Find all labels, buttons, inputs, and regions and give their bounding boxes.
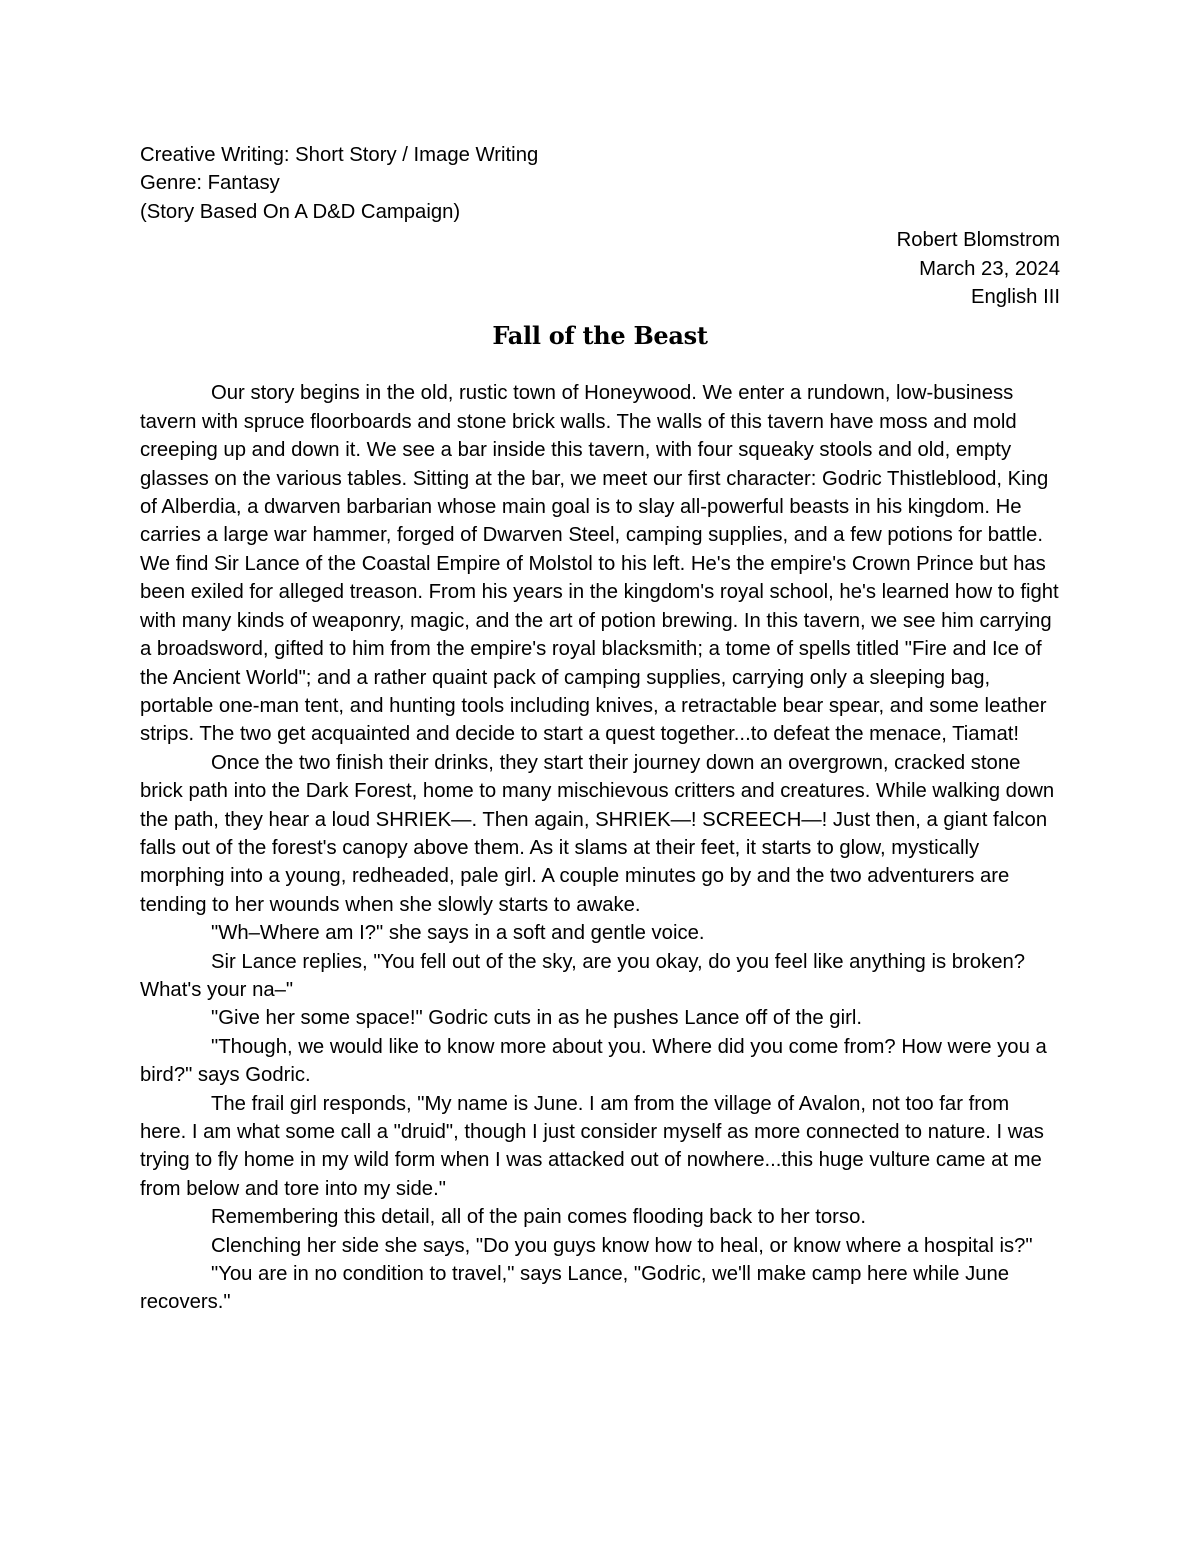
paragraph: "Give her some space!" Godric cuts in as he pushes Lance off of the girl. bbox=[211, 1007, 862, 1030]
paragraph: "You are in no condition to travel," says Lance, "Godric, we'll make camp here while June recovers." bbox=[140, 1263, 1010, 1314]
author-block bbox=[140, 226, 1060, 311]
paragraph: Once the two finish their drinks, they start their journey down an overgrown, cracked stone brick path into the Dark Forest, home to many mischievous critters and creatures. While walking down the path, they hear a loud SHRIEK—. Then again, SHRIEK—! SCREECH—! Just then, a giant falcon falls out of the forest's canopy above them. As it slams at their feet, it starts to glow, mystically morphing into a young, redheaded, pale girl. A couple minutes go by and the two adventurers are tending to her wounds when she slowly starts to awake. bbox=[140, 751, 1055, 916]
paragraph: "Though, we would like to know more about you. Where did you come from? How were you a bird?" says Godric. bbox=[140, 1035, 1047, 1087]
genre-line: Genre: Fantasy bbox=[140, 172, 280, 195]
story-title: Fall of the Beast bbox=[492, 321, 708, 351]
paragraph: "Wh–Where am I?" she says in a soft and gentle voice. bbox=[211, 922, 705, 945]
document-content bbox=[140, 141, 1060, 1317]
submission-date: March 23, 2024 bbox=[919, 257, 1060, 280]
paragraph: The frail girl responds, "My name is June. I am from the village of Avalon, not too far from here. I am what some call a "druid", though I just consider myself as more connected to nature. I was trying to fly home in my wild form when I was attacked out of nowhere...this huge vulture came at me from below and tore into my side." bbox=[140, 1092, 1044, 1200]
paragraph: Remembering this detail, all of the pain comes flooding back to her torso. bbox=[211, 1206, 866, 1229]
class-name: English III bbox=[970, 286, 1060, 309]
campaign-note: (Story Based On A D&D Campaign) bbox=[140, 200, 461, 223]
paragraph: Sir Lance replies, "You fell out of the sky, are you okay, do you feel like anything is broken? What's your na–" bbox=[140, 950, 1026, 1001]
author-name: Robert Blomstrom bbox=[896, 229, 1060, 252]
paragraph: Clenching her side she says, "Do you guys know how to heal, or know where a hospital is?" bbox=[211, 1234, 1033, 1257]
assignment-type: Creative Writing: Short Story / Image Writing bbox=[140, 144, 539, 166]
story-body bbox=[140, 379, 1060, 1316]
assignment-header bbox=[140, 141, 1060, 226]
paragraph: Our story begins in the old, rustic town of Honeywood. We enter a rundown, low-business tavern with spruce floorboards and stone brick walls. The walls of this tavern have moss and mold creeping up and down it. We see a bar inside this tavern, with four squeaky stools and old, empty glasses on the various tables. Sitting at the bar, we meet our first character: Godric Thistleblood, King of Alberdia, a dwarven barbarian whose main goal is to slay all-powerful beasts in his kingdom. He carries a large war hammer, forged of Dwarven Steel, camping supplies, and a few potions for battle. We find Sir Lance of the Coastal Empire of Molstol to his left. He's the empire's Crown Prince but has been exiled for alleged treason. From his years in the kingdom's royal school, he's learned how to fight with many kinds of weaponry, magic, and the art of potion brewing. In this tavern, we see him carrying a broadsword, gifted to him from the empire's royal blacksmith; a tome of spells titled "Fire and Ice of the Ancient World"; and a rather quaint pack of camping supplies, carrying only a sleeping bag, portable one-man tent, and hunting tools including knives, a retractable bear spear, and some leather strips. The two get acquainted and decide to start a quest together...to defeat the menace, Tiamat! bbox=[140, 382, 1059, 746]
